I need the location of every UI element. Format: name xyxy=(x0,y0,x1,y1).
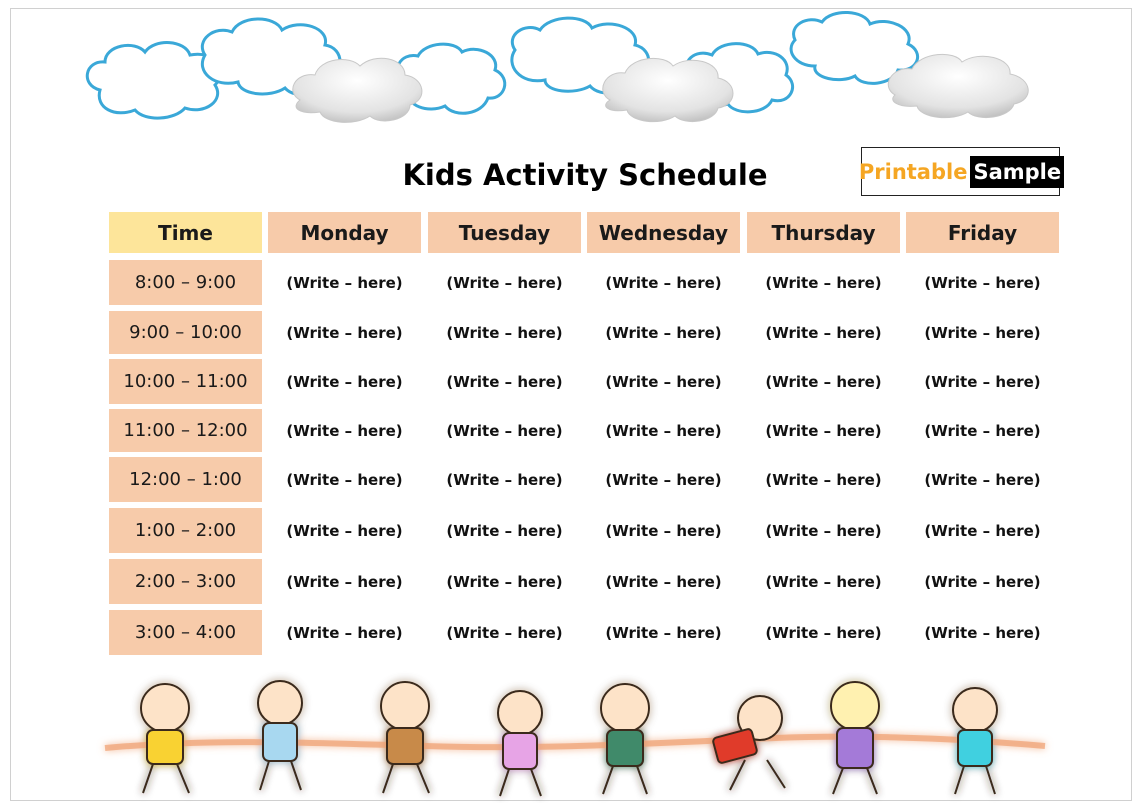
time-slot-cell: 1:00 – 2:00 xyxy=(109,508,262,553)
activity-cell-thursday[interactable]: (Write – here) xyxy=(765,521,882,540)
activity-cell-tuesday[interactable]: (Write – here) xyxy=(446,323,563,342)
activity-cell-monday[interactable]: (Write – here) xyxy=(286,470,403,489)
activity-cell-wednesday[interactable]: (Write – here) xyxy=(605,572,722,591)
activity-cell-tuesday[interactable]: (Write – here) xyxy=(446,273,563,292)
activity-cell-wednesday[interactable]: (Write – here) xyxy=(605,623,722,642)
activity-cell-wednesday[interactable]: (Write – here) xyxy=(605,273,722,292)
activity-cell-friday[interactable]: (Write – here) xyxy=(924,421,1041,440)
header-tuesday: Tuesday xyxy=(428,212,581,253)
time-slot-cell: 12:00 – 1:00 xyxy=(109,457,262,502)
activity-cell-friday[interactable]: (Write – here) xyxy=(924,572,1041,591)
activity-cell-tuesday[interactable]: (Write – here) xyxy=(446,572,563,591)
activity-cell-wednesday[interactable]: (Write – here) xyxy=(605,323,722,342)
activity-cell-thursday[interactable]: (Write – here) xyxy=(765,323,882,342)
activity-cell-tuesday[interactable]: (Write – here) xyxy=(446,470,563,489)
activity-cell-thursday[interactable]: (Write – here) xyxy=(765,372,882,391)
activity-cell-friday[interactable]: (Write – here) xyxy=(924,521,1041,540)
logo-word-sample: Sample xyxy=(970,156,1064,188)
header-time: Time xyxy=(109,212,262,253)
header-wednesday: Wednesday xyxy=(587,212,740,253)
activity-cell-friday[interactable]: (Write – here) xyxy=(924,372,1041,391)
activity-cell-friday[interactable]: (Write – here) xyxy=(924,470,1041,489)
activity-cell-monday[interactable]: (Write – here) xyxy=(286,323,403,342)
page-title: Kids Activity Schedule xyxy=(402,158,768,192)
kids-holding-hands-illustration xyxy=(95,668,1055,803)
activity-cell-monday[interactable]: (Write – here) xyxy=(286,572,403,591)
logo-word-printable: Printable xyxy=(858,159,968,184)
activity-cell-tuesday[interactable]: (Write – here) xyxy=(446,521,563,540)
activity-cell-thursday[interactable]: (Write – here) xyxy=(765,572,882,591)
header-thursday: Thursday xyxy=(747,212,900,253)
activity-cell-thursday[interactable]: (Write – here) xyxy=(765,421,882,440)
activity-cell-monday[interactable]: (Write – here) xyxy=(286,273,403,292)
activity-cell-monday[interactable]: (Write – here) xyxy=(286,372,403,391)
activity-cell-tuesday[interactable]: (Write – here) xyxy=(446,421,563,440)
printable-sample-logo xyxy=(858,147,1062,196)
header-monday: Monday xyxy=(268,212,421,253)
activity-cell-monday[interactable]: (Write – here) xyxy=(286,421,403,440)
activity-cell-thursday[interactable]: (Write – here) xyxy=(765,470,882,489)
time-slot-cell: 9:00 – 10:00 xyxy=(109,311,262,354)
time-slot-cell: 2:00 – 3:00 xyxy=(109,559,262,604)
time-slot-cell: 3:00 – 4:00 xyxy=(109,610,262,655)
header-friday: Friday xyxy=(906,212,1059,253)
activity-cell-monday[interactable]: (Write – here) xyxy=(286,521,403,540)
activity-cell-friday[interactable]: (Write – here) xyxy=(924,323,1041,342)
activity-cell-friday[interactable]: (Write – here) xyxy=(924,623,1041,642)
activity-cell-friday[interactable]: (Write – here) xyxy=(924,273,1041,292)
activity-cell-tuesday[interactable]: (Write – here) xyxy=(446,372,563,391)
time-slot-cell: 10:00 – 11:00 xyxy=(109,359,262,404)
activity-cell-wednesday[interactable]: (Write – here) xyxy=(605,470,722,489)
activity-cell-wednesday[interactable]: (Write – here) xyxy=(605,372,722,391)
activity-cell-monday[interactable]: (Write – here) xyxy=(286,623,403,642)
activity-cell-tuesday[interactable]: (Write – here) xyxy=(446,623,563,642)
time-slot-cell: 8:00 – 9:00 xyxy=(109,260,262,305)
activity-cell-thursday[interactable]: (Write – here) xyxy=(765,273,882,292)
activity-cell-thursday[interactable]: (Write – here) xyxy=(765,623,882,642)
clouds-illustration xyxy=(0,0,1143,140)
time-slot-cell: 11:00 – 12:00 xyxy=(109,409,262,452)
activity-cell-wednesday[interactable]: (Write – here) xyxy=(605,421,722,440)
activity-cell-wednesday[interactable]: (Write – here) xyxy=(605,521,722,540)
